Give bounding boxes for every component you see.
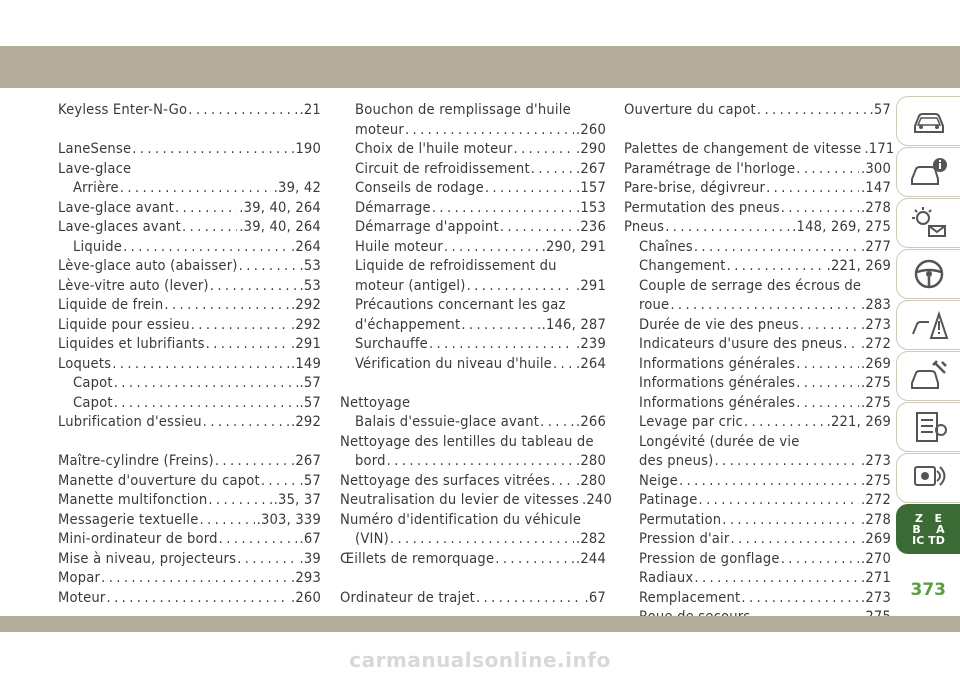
page-reference[interactable]: .292 bbox=[290, 296, 321, 313]
index-entry bbox=[340, 276, 606, 296]
dot-leader bbox=[405, 120, 574, 140]
index-entry bbox=[58, 490, 321, 510]
tab-car-wrench[interactable] bbox=[896, 351, 960, 401]
dot-leader bbox=[665, 217, 790, 237]
dot-leader bbox=[722, 510, 859, 530]
page-reference[interactable]: .282 bbox=[575, 530, 606, 547]
page-reference[interactable]: .275 bbox=[860, 374, 891, 391]
page-reference[interactable]: .260 bbox=[575, 120, 606, 138]
index-term: des pneus) bbox=[639, 452, 714, 469]
index-entry bbox=[624, 276, 891, 296]
index-entry bbox=[624, 471, 891, 491]
dot-leader bbox=[800, 315, 859, 335]
index-term: Circuit de refroidissement bbox=[355, 159, 530, 177]
page-reference[interactable]: .221, 269 bbox=[826, 413, 891, 430]
index-term: Conseils de rodage bbox=[355, 179, 484, 196]
dot-leader bbox=[114, 373, 298, 393]
index-entry bbox=[58, 373, 321, 393]
index-entry bbox=[624, 529, 891, 549]
index-term: Capot bbox=[73, 374, 113, 391]
dot-leader bbox=[744, 412, 825, 432]
index-entry bbox=[58, 237, 321, 257]
index-term: moteur (antigel) bbox=[355, 276, 466, 294]
page-reference[interactable]: .57 bbox=[299, 471, 321, 489]
page-reference[interactable]: .57 bbox=[299, 393, 321, 411]
index-term: Ordinateur de trajet bbox=[340, 588, 475, 606]
index-entry bbox=[58, 139, 321, 159]
dot-leader bbox=[120, 178, 272, 198]
dot-leader bbox=[781, 198, 859, 218]
page-reference[interactable]: .267 bbox=[290, 452, 321, 469]
index-entry bbox=[58, 451, 321, 471]
page-reference[interactable]: .270 bbox=[860, 549, 891, 567]
dot-leader bbox=[132, 139, 289, 159]
dot-leader bbox=[796, 393, 859, 413]
index-term: Neutralisation du levier de vitesses bbox=[340, 491, 579, 508]
index-term: Choix de l'huile moteur bbox=[355, 140, 513, 157]
dot-leader bbox=[514, 139, 574, 159]
page-reference[interactable]: .291 bbox=[290, 335, 321, 352]
index-entry bbox=[58, 276, 321, 296]
page-reference[interactable]: .277 bbox=[860, 237, 891, 255]
car-interior-icon bbox=[909, 104, 949, 138]
index-term: Liquide de frein bbox=[58, 296, 164, 313]
index-term: Mopar bbox=[58, 569, 101, 586]
index-entry bbox=[624, 295, 891, 315]
index-term: Lève-glace auto (abaisser) bbox=[58, 257, 238, 274]
page-reference[interactable]: .275 bbox=[860, 393, 891, 411]
page-reference[interactable]: .267 bbox=[575, 159, 606, 177]
index-entry bbox=[340, 139, 606, 159]
dot-leader bbox=[766, 178, 859, 198]
index-term: roue bbox=[639, 296, 670, 313]
index-term: Levage par cric bbox=[639, 413, 743, 430]
page-reference[interactable]: .53 bbox=[299, 257, 321, 274]
index-entry bbox=[58, 549, 321, 569]
page-reference[interactable]: .57 bbox=[869, 101, 891, 118]
index-entry bbox=[624, 315, 891, 335]
page-reference[interactable]: .149 bbox=[290, 354, 321, 372]
page-reference[interactable]: .39, 40, 264 bbox=[239, 218, 321, 235]
index-entry bbox=[624, 510, 891, 530]
index-entry bbox=[340, 120, 606, 140]
page-reference[interactable]: .39, 42 bbox=[273, 179, 321, 196]
page-reference[interactable]: .35, 37 bbox=[273, 491, 321, 508]
index-term: Vérification du niveau d'huile bbox=[355, 354, 552, 372]
index-entry bbox=[340, 237, 606, 257]
index-term: Remplacement bbox=[639, 588, 741, 606]
index-term: Liquide de refroidissement du bbox=[355, 257, 557, 274]
dot-leader bbox=[714, 451, 859, 471]
index-icon: Z E B A IC TD bbox=[912, 511, 945, 547]
index-entry bbox=[624, 568, 891, 588]
index-entry bbox=[340, 412, 606, 432]
index-entry bbox=[340, 432, 606, 452]
index-term: Huile moteur bbox=[355, 237, 443, 255]
index-entry bbox=[58, 393, 321, 413]
index-term: Nettoyage des lentilles du tableau de bbox=[340, 432, 594, 450]
index-column-2 bbox=[340, 100, 612, 607]
index-term: Pression d'air bbox=[639, 530, 730, 547]
dot-leader bbox=[429, 334, 574, 354]
index-entry bbox=[340, 178, 606, 198]
dot-leader bbox=[206, 334, 289, 354]
page-reference[interactable]: .21 bbox=[299, 101, 321, 118]
dot-leader bbox=[210, 276, 298, 296]
page-reference[interactable]: .292 bbox=[290, 315, 321, 333]
page-reference[interactable]: .278 bbox=[860, 510, 891, 528]
dot-leader bbox=[182, 217, 237, 237]
page-reference[interactable]: .273 bbox=[860, 588, 891, 606]
index-term: Permutation des pneus bbox=[624, 198, 780, 216]
index-entry bbox=[58, 256, 321, 276]
index-term: Lave-glace bbox=[58, 159, 132, 177]
page-reference[interactable]: .244 bbox=[575, 549, 606, 567]
index-entry bbox=[340, 256, 606, 276]
index-entry bbox=[624, 490, 891, 510]
index-entry bbox=[624, 432, 891, 452]
dot-leader bbox=[551, 471, 574, 491]
dot-leader bbox=[237, 549, 297, 569]
page-reference[interactable]: .148, 269, 275 bbox=[792, 218, 891, 235]
dot-leader bbox=[553, 354, 574, 374]
dot-leader bbox=[444, 237, 540, 257]
dot-leader bbox=[123, 237, 289, 257]
index-term: d'échappement bbox=[355, 315, 461, 333]
page-reference[interactable]: .239 bbox=[575, 335, 606, 352]
chapter-tabs bbox=[896, 96, 960, 555]
dot-leader bbox=[485, 178, 574, 198]
index-term: Nettoyage bbox=[340, 393, 411, 411]
dot-leader bbox=[203, 412, 289, 432]
page-reference[interactable]: .153 bbox=[575, 198, 606, 216]
page-reference[interactable]: .273 bbox=[860, 315, 891, 333]
page-reference[interactable]: .266 bbox=[575, 413, 606, 430]
page-reference[interactable]: .53 bbox=[299, 276, 321, 294]
index-entry bbox=[624, 588, 891, 608]
dot-leader bbox=[219, 529, 298, 549]
dot-leader bbox=[239, 256, 298, 276]
dot-leader bbox=[191, 315, 289, 335]
index-entry bbox=[624, 237, 891, 257]
index-entry bbox=[624, 334, 891, 354]
page-reference[interactable]: .39, 40, 264 bbox=[239, 198, 321, 216]
dot-leader bbox=[432, 198, 574, 218]
page-reference[interactable]: .147 bbox=[860, 179, 891, 196]
index-term: Changement bbox=[639, 257, 726, 274]
page-reference[interactable]: .292 bbox=[290, 413, 321, 430]
page-reference[interactable]: .275 bbox=[860, 471, 891, 489]
index-term: Lave-glaces avant bbox=[58, 218, 182, 235]
index-term: Indicateurs d'usure des pneus bbox=[639, 335, 843, 352]
tab-checklist[interactable] bbox=[896, 402, 960, 452]
tab-hazard[interactable] bbox=[896, 300, 960, 350]
header-band bbox=[0, 46, 960, 88]
page-reference[interactable]: .240 bbox=[581, 491, 612, 508]
dot-leader bbox=[208, 490, 271, 510]
media-icon bbox=[909, 461, 949, 495]
dot-leader bbox=[679, 471, 859, 491]
index-term: Balais d'essuie-glace avant bbox=[355, 413, 540, 430]
dot-leader bbox=[727, 256, 825, 276]
index-term: Démarrage bbox=[355, 198, 431, 216]
index-term: Informations générales bbox=[639, 374, 796, 391]
index-term: Chaînes bbox=[639, 237, 693, 255]
index-term: Mise à niveau, projecteurs bbox=[58, 549, 237, 567]
dot-leader bbox=[741, 588, 859, 608]
page-reference[interactable]: .190 bbox=[290, 140, 321, 157]
index-entry bbox=[624, 217, 891, 237]
page-reference[interactable]: .67 bbox=[299, 530, 321, 547]
index-term: Paramétrage de l'horloge bbox=[624, 159, 796, 177]
dot-leader bbox=[731, 529, 859, 549]
dot-leader bbox=[699, 490, 859, 510]
index-entry bbox=[624, 354, 891, 374]
warning-lights-icon bbox=[909, 206, 949, 240]
dot-leader bbox=[112, 354, 289, 374]
index-term: Capot bbox=[73, 393, 113, 411]
index-term: Numéro d'identification du véhicule bbox=[340, 510, 582, 528]
index-entry bbox=[624, 451, 891, 471]
index-term: Radiaux bbox=[639, 569, 694, 586]
index-entry bbox=[624, 256, 891, 276]
dot-leader bbox=[387, 451, 574, 471]
page-reference[interactable]: .290, 291 bbox=[541, 237, 606, 255]
dot-leader bbox=[694, 568, 859, 588]
car-wrench-icon bbox=[909, 359, 949, 393]
index-term: Couple de serrage des écrous de bbox=[639, 276, 862, 294]
dot-leader bbox=[757, 100, 868, 120]
index-entry bbox=[340, 510, 606, 530]
dot-leader bbox=[500, 217, 574, 237]
index-entry bbox=[624, 100, 891, 120]
page-number: 373 bbox=[910, 580, 946, 600]
checklist-icon bbox=[909, 410, 949, 444]
dot-leader bbox=[175, 198, 237, 218]
index-term: Manette multifonction bbox=[58, 491, 208, 508]
index-term: LaneSense bbox=[58, 140, 132, 157]
index-entry bbox=[624, 178, 891, 198]
dot-leader bbox=[781, 549, 859, 569]
page-reference[interactable]: .273 bbox=[860, 452, 891, 469]
index-term: Messagerie textuelle bbox=[58, 510, 199, 528]
page-reference[interactable]: .271 bbox=[860, 569, 891, 586]
index-entry bbox=[340, 529, 606, 549]
index-entry bbox=[624, 159, 891, 179]
index-entry bbox=[58, 295, 321, 315]
dot-leader bbox=[390, 529, 574, 549]
dot-leader bbox=[495, 549, 574, 569]
dot-leader bbox=[531, 159, 574, 179]
index-term: Durée de vie des pneus bbox=[639, 315, 799, 333]
index-entry bbox=[58, 471, 321, 491]
index-term: Surchauffe bbox=[355, 335, 428, 352]
dot-leader bbox=[188, 100, 297, 120]
dot-leader bbox=[164, 295, 289, 315]
dot-leader bbox=[843, 334, 859, 354]
index-term: Manette d'ouverture du capot bbox=[58, 471, 260, 489]
dot-leader bbox=[476, 588, 583, 608]
index-entry bbox=[340, 451, 606, 471]
dot-leader bbox=[200, 510, 255, 530]
dot-leader bbox=[694, 237, 859, 257]
index-entry bbox=[340, 315, 606, 335]
index-term: Ouverture du capot bbox=[624, 101, 756, 118]
index-term: Lave-glace avant bbox=[58, 198, 174, 216]
index-entry bbox=[58, 588, 321, 608]
dot-leader bbox=[101, 568, 289, 588]
index-term: Moteur bbox=[58, 588, 106, 606]
index-entry bbox=[624, 393, 891, 413]
dot-leader bbox=[670, 295, 859, 315]
index-entry bbox=[340, 159, 606, 179]
index-entry bbox=[58, 315, 321, 335]
dot-leader bbox=[796, 159, 859, 179]
index-entry bbox=[58, 334, 321, 354]
index-term: Lubrification d'essieu bbox=[58, 413, 202, 430]
index-entry bbox=[340, 295, 606, 315]
index-term: Œillets de remorquage bbox=[340, 549, 495, 567]
index-term: Pare-brise, dégivreur bbox=[624, 179, 766, 196]
page-reference[interactable]: .260 bbox=[290, 588, 321, 606]
index-term: Informations générales bbox=[639, 354, 796, 372]
index-term: Loquets bbox=[58, 354, 112, 372]
index-entry bbox=[624, 198, 891, 218]
page-reference[interactable]: .39 bbox=[299, 549, 321, 567]
index-term: Liquide pour essieu bbox=[58, 315, 190, 333]
index-entry bbox=[340, 471, 606, 491]
page-reference[interactable]: .278 bbox=[860, 198, 891, 216]
dot-leader bbox=[215, 451, 289, 471]
page-reference[interactable]: .293 bbox=[290, 569, 321, 586]
index-term: moteur bbox=[355, 120, 404, 138]
page-reference[interactable]: .221, 269 bbox=[826, 257, 891, 274]
index-entry bbox=[58, 198, 321, 218]
tab-warning-lights[interactable] bbox=[896, 198, 960, 248]
index-entry bbox=[340, 100, 606, 120]
index-entry bbox=[624, 139, 895, 159]
page-reference[interactable]: .264 bbox=[290, 237, 321, 255]
page-reference[interactable]: .272 bbox=[860, 335, 891, 352]
dot-leader bbox=[467, 276, 574, 296]
index-entry bbox=[58, 510, 321, 530]
page-reference[interactable]: .57 bbox=[299, 374, 321, 391]
index-term: Précautions concernant les gaz bbox=[355, 296, 566, 313]
index-entry bbox=[58, 529, 321, 549]
page-reference[interactable]: .280 bbox=[575, 471, 606, 489]
index-term: Permutation bbox=[639, 510, 722, 528]
tab-car-interior[interactable] bbox=[896, 96, 960, 146]
page-reference[interactable]: .269 bbox=[860, 530, 891, 547]
index-term: Lève-vitre auto (lever) bbox=[58, 276, 209, 294]
dot-leader bbox=[796, 373, 859, 393]
index-term: (VIN) bbox=[355, 530, 389, 547]
index-term: Palettes de changement de vitesse bbox=[624, 140, 862, 157]
index-entry bbox=[340, 217, 606, 237]
index-entry bbox=[58, 159, 321, 179]
index-term: Neige bbox=[639, 471, 678, 489]
tab-media[interactable] bbox=[896, 453, 960, 503]
hazard-icon bbox=[909, 308, 949, 342]
steering-wheel-icon bbox=[909, 257, 949, 291]
tab-index[interactable] bbox=[896, 504, 960, 554]
index-entry bbox=[58, 568, 321, 588]
page-reference[interactable]: .264 bbox=[575, 354, 606, 372]
index-entry bbox=[340, 588, 606, 608]
page-reference[interactable]: .283 bbox=[860, 296, 891, 313]
index-term: Maître-cylindre (Freins) bbox=[58, 452, 214, 469]
watermark: carmanualsonline.info bbox=[349, 648, 611, 672]
page-reference[interactable]: .290 bbox=[575, 140, 606, 157]
index-entry bbox=[58, 412, 321, 432]
dot-leader bbox=[261, 471, 298, 491]
index-entry bbox=[340, 198, 606, 218]
car-info-icon bbox=[909, 155, 949, 189]
index-term: Liquides et lubrifiants bbox=[58, 335, 205, 352]
page-reference[interactable]: .303, 339 bbox=[256, 510, 321, 528]
page-reference[interactable]: .280 bbox=[575, 452, 606, 469]
index-column-3 bbox=[624, 100, 895, 627]
index-term: Bouchon de remplissage d'huile bbox=[355, 101, 571, 118]
index-entry bbox=[624, 412, 891, 432]
page-reference[interactable]: .171 bbox=[864, 140, 895, 157]
tab-steering-wheel[interactable] bbox=[896, 249, 960, 299]
page-reference[interactable]: .157 bbox=[575, 179, 606, 196]
index-entry bbox=[340, 354, 606, 374]
index-term: Informations générales bbox=[639, 393, 796, 411]
index-term: Keyless Enter-N-Go bbox=[58, 101, 188, 118]
index-term: Pneus bbox=[624, 218, 665, 235]
index-term: Mini-ordinateur de bord bbox=[58, 530, 218, 547]
index-term: Arrière bbox=[73, 179, 119, 196]
page-reference[interactable]: .300 bbox=[860, 159, 891, 177]
index-entry bbox=[624, 549, 891, 569]
index-entry bbox=[340, 549, 606, 569]
index-term: Liquide bbox=[73, 237, 123, 255]
index-entry bbox=[340, 490, 612, 510]
dot-leader bbox=[461, 315, 539, 335]
index-entry bbox=[58, 178, 321, 198]
index-entry bbox=[340, 393, 606, 413]
page-reference[interactable]: .236 bbox=[575, 218, 606, 235]
page-reference[interactable]: .67 bbox=[584, 588, 606, 606]
index-term: Démarrage d'appoint bbox=[355, 218, 499, 235]
dot-leader bbox=[540, 412, 574, 432]
index-term: Patinage bbox=[639, 491, 698, 508]
index-term: bord bbox=[355, 452, 386, 469]
page-reference[interactable]: .269 bbox=[860, 354, 891, 372]
tab-car-info[interactable] bbox=[896, 147, 960, 197]
index-term: Pression de gonflage bbox=[639, 549, 780, 567]
page-reference[interactable]: .272 bbox=[860, 491, 891, 508]
dot-leader bbox=[796, 354, 859, 374]
page-reference[interactable]: .291 bbox=[575, 276, 606, 294]
page-reference[interactable]: .146, 287 bbox=[541, 315, 606, 333]
dot-leader bbox=[114, 393, 298, 413]
index-term: Longévité (durée de vie bbox=[639, 432, 800, 450]
index-entry bbox=[58, 217, 321, 237]
index-entry bbox=[624, 373, 891, 393]
index-entry bbox=[58, 100, 321, 120]
index-column-1 bbox=[58, 100, 321, 607]
index-entry bbox=[58, 354, 321, 374]
index-term: Nettoyage des surfaces vitrées bbox=[340, 471, 551, 489]
footer-band bbox=[0, 616, 960, 632]
index-entry bbox=[340, 334, 606, 354]
dot-leader bbox=[107, 588, 289, 608]
